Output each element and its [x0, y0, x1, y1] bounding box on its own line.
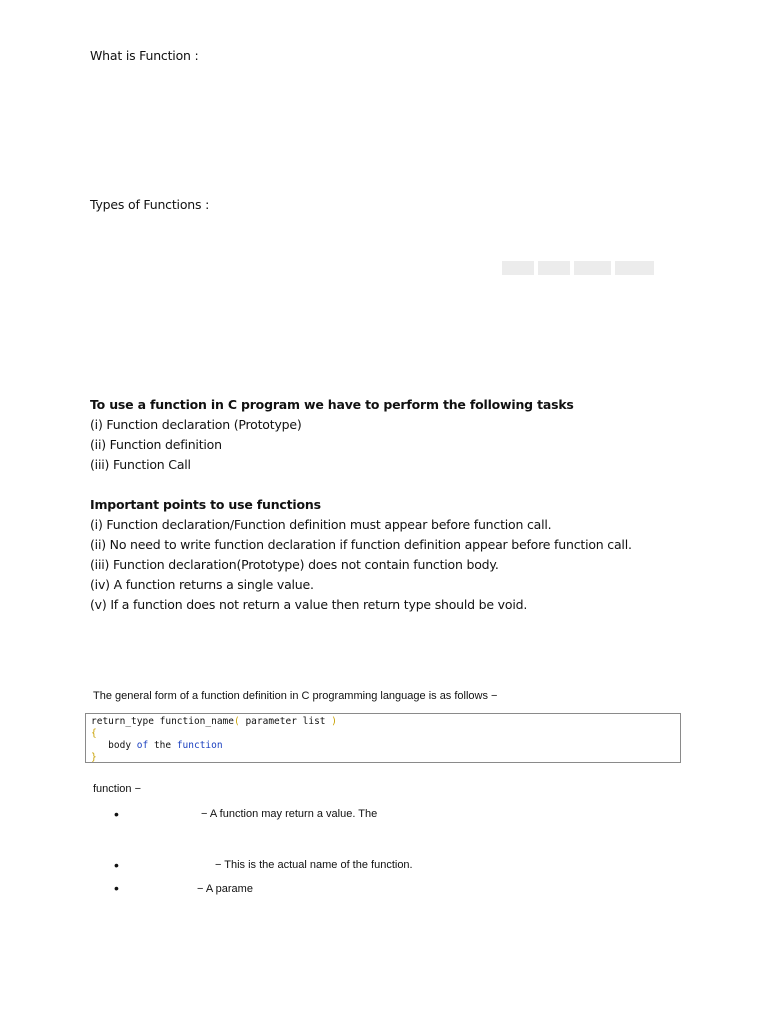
code-line: {	[91, 728, 97, 739]
code-token: the	[148, 740, 177, 751]
placeholder-block	[615, 261, 654, 275]
task-item: (iii) Function Call	[90, 457, 191, 472]
bullet-glyph: •	[114, 857, 119, 873]
function-part-item: − This is the actual name of the function.	[215, 859, 413, 871]
function-part-item: − A function may return a value. The	[201, 808, 378, 820]
heading-types-of-functions: Types of Functions :	[90, 197, 210, 212]
important-item: (iii) Function declaration(Prototype) does not contain function body.	[90, 557, 499, 572]
task-item: (ii) Function definition	[90, 437, 222, 452]
important-item: (i) Function declaration/Function definition must appear before function call.	[90, 517, 552, 532]
code-token: (	[234, 716, 240, 727]
code-token: parameter list	[239, 716, 332, 727]
important-item: (ii) No need to write function declaration if function definition appear before function call.	[90, 537, 632, 552]
image-placeholder	[502, 261, 654, 275]
code-token: of	[136, 740, 149, 751]
placeholder-block	[574, 261, 611, 275]
bullet-glyph: •	[114, 880, 119, 896]
function-part-item: − A parame	[197, 883, 253, 895]
code-token: body	[91, 740, 137, 751]
heading-what-is-function: What is Function :	[90, 48, 199, 63]
important-item: (v) If a function does not return a value then return type should be void.	[90, 597, 528, 612]
placeholder-block	[538, 261, 570, 275]
code-line	[91, 716, 675, 728]
general-form-intro: The general form of a function definition in C programming language is as follows −	[93, 690, 498, 702]
code-token: function	[176, 740, 223, 751]
tasks-title: To use a function in C program we have to perform the following tasks	[90, 397, 574, 412]
task-item: (i) Function declaration (Prototype)	[90, 417, 302, 432]
important-title: Important points to use functions	[90, 497, 321, 512]
code-line	[91, 740, 675, 752]
code-line: }	[91, 752, 97, 763]
code-block	[85, 713, 681, 763]
function-parts-label: function −	[93, 783, 142, 795]
important-item: (iv) A function returns a single value.	[90, 577, 314, 592]
code-token: )	[331, 716, 337, 727]
placeholder-block	[502, 261, 534, 275]
code-token: return_type function_name	[91, 716, 234, 727]
bullet-glyph: •	[114, 806, 119, 822]
